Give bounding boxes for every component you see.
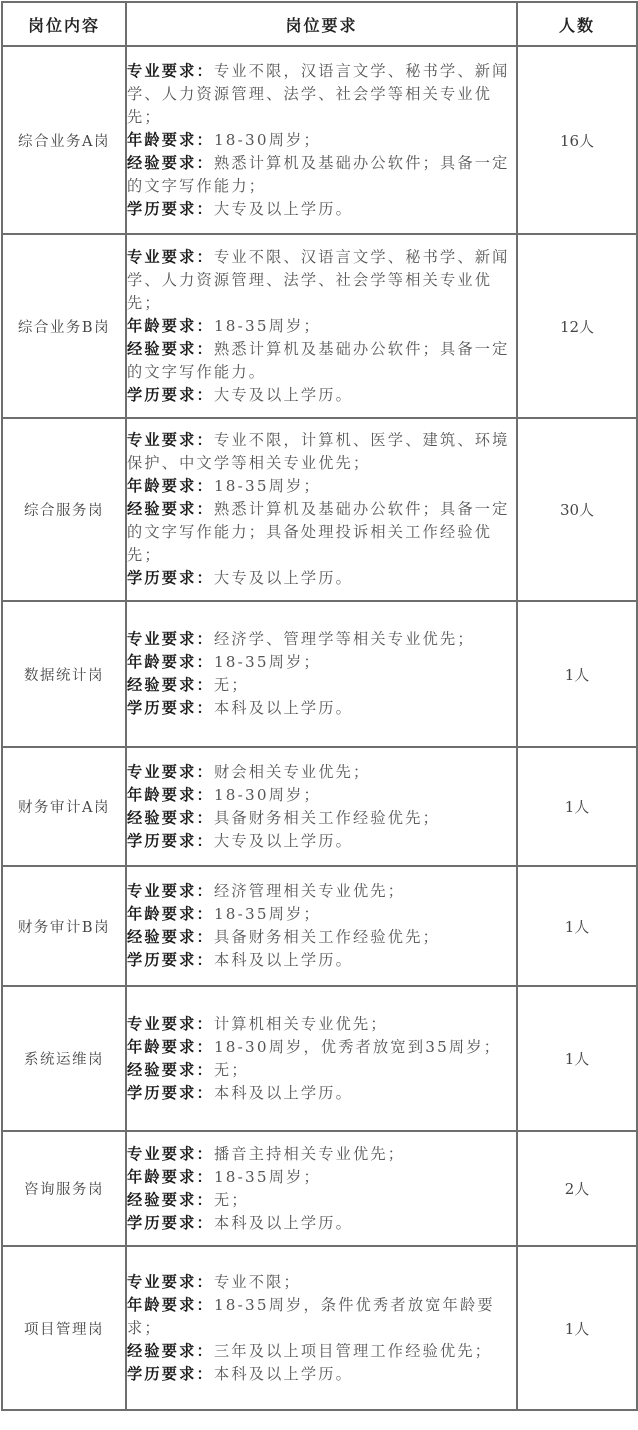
- age-label: 年龄要求：: [127, 316, 214, 335]
- age-label: 年龄要求：: [127, 1295, 214, 1314]
- experience-requirement: [127, 1340, 516, 1363]
- education-value: 大专及以上学历。: [213, 831, 354, 850]
- experience-requirement: [127, 498, 516, 567]
- experience-requirement: [127, 926, 516, 949]
- education-value: 本科及以上学历。: [213, 1364, 354, 1383]
- education-value: 大专及以上学历。: [213, 199, 354, 218]
- age-requirement: [127, 784, 516, 807]
- experience-requirement: [127, 1189, 516, 1212]
- major-label: 专业要求：: [127, 630, 214, 648]
- experience-value: 具备财务相关工作经验优先；: [213, 928, 440, 946]
- major-value: 经济管理相关专业优先；: [213, 882, 406, 900]
- experience-requirement: [127, 807, 516, 830]
- age-requirement: [127, 475, 516, 498]
- major-requirement: [127, 246, 516, 315]
- headcount: 1人: [517, 601, 637, 747]
- header-count: 人数: [517, 2, 637, 46]
- headcount: 1人: [517, 866, 637, 986]
- table-row: [2, 234, 637, 418]
- headcount: 1人: [517, 747, 637, 866]
- age-label: 年龄要求：: [127, 785, 214, 804]
- post-name: 咨询服务岗: [2, 1131, 126, 1246]
- experience-value: 熟悉计算机及基础办公软件；具备一定的文字写作能力；: [127, 153, 510, 195]
- age-requirement: [127, 129, 516, 152]
- major-value: 经济学、管理学等相关专业优先；: [213, 630, 475, 648]
- major-label: 专业要求：: [127, 431, 214, 449]
- education-value: 大专及以上学历。: [213, 385, 354, 404]
- age-value: 18-35周岁；: [213, 316, 321, 335]
- header-requirements: 岗位要求: [126, 2, 517, 46]
- major-value: 专业不限，计算机、医学、建筑、环境保护、中文学等相关专业优先；: [127, 431, 510, 472]
- experience-value: 三年及以上项目管理工作经验优先；: [213, 1341, 493, 1360]
- experience-requirement: [127, 152, 516, 198]
- table-row: [2, 601, 637, 747]
- major-value: 专业不限、汉语言文学、秘书学、新闻学、人力资源管理、法学、社会学等相关专业优先；: [127, 247, 510, 312]
- requirements-cell: [126, 234, 517, 418]
- headcount: 2人: [517, 1131, 637, 1246]
- age-label: 年龄要求：: [127, 653, 214, 671]
- age-value: 18-30周岁，优秀者放宽到35周岁；: [213, 1037, 502, 1056]
- major-label: 专业要求：: [127, 762, 214, 781]
- major-label: 专业要求：: [127, 1014, 214, 1033]
- experience-label: 经验要求：: [127, 500, 214, 518]
- post-name: 项目管理岗: [2, 1246, 126, 1410]
- education-requirement: [127, 567, 516, 590]
- education-label: 学历要求：: [127, 951, 214, 969]
- education-label: 学历要求：: [127, 199, 214, 218]
- experience-label: 经验要求：: [127, 928, 214, 946]
- job-requirements-table: [1, 1, 638, 1411]
- age-requirement: [127, 651, 516, 674]
- age-value: 18-35周岁；: [213, 653, 321, 671]
- age-label: 年龄要求：: [127, 905, 214, 923]
- requirements-cell: [126, 1131, 517, 1246]
- post-name: 财务审计B岗: [2, 866, 126, 986]
- table-row: [2, 46, 637, 234]
- headcount: 16人: [517, 46, 637, 234]
- education-label: 学历要求：: [127, 1364, 214, 1383]
- experience-value: 无；: [213, 1060, 249, 1079]
- age-requirement: [127, 315, 516, 338]
- age-value: 18-30周岁；: [213, 785, 321, 804]
- education-requirement: [127, 949, 516, 972]
- experience-value: 无；: [213, 676, 249, 694]
- major-requirement: [127, 429, 516, 475]
- education-value: 大专及以上学历。: [213, 569, 354, 587]
- age-requirement: [127, 1036, 516, 1059]
- age-requirement: [127, 903, 516, 926]
- experience-label: 经验要求：: [127, 676, 214, 694]
- age-value: 18-35周岁；: [213, 905, 321, 923]
- experience-requirement: [127, 1059, 516, 1082]
- post-name: 数据统计岗: [2, 601, 126, 747]
- experience-label: 经验要求：: [127, 1190, 214, 1209]
- requirements-cell: [126, 747, 517, 866]
- post-name: 综合服务岗: [2, 418, 126, 601]
- experience-label: 经验要求：: [127, 339, 214, 358]
- education-label: 学历要求：: [127, 1083, 214, 1102]
- major-requirement: [127, 1013, 516, 1036]
- education-requirement: [127, 384, 516, 407]
- experience-label: 经验要求：: [127, 1341, 214, 1360]
- major-requirement: [127, 60, 516, 129]
- table-row: [2, 1246, 637, 1410]
- education-requirement: [127, 697, 516, 720]
- table-row: [2, 418, 637, 601]
- post-name: 系统运维岗: [2, 986, 126, 1131]
- education-requirement: [127, 1082, 516, 1105]
- experience-label: 经验要求：: [127, 1060, 214, 1079]
- major-value: 播音主持相关专业优先；: [213, 1144, 406, 1163]
- education-label: 学历要求：: [127, 1213, 214, 1232]
- age-requirement: [127, 1294, 516, 1340]
- major-requirement: [127, 761, 516, 784]
- age-value: 18-30周岁；: [213, 130, 321, 149]
- age-value: 18-35周岁；: [213, 1167, 321, 1186]
- requirements-cell: [126, 46, 517, 234]
- post-name: 财务审计A岗: [2, 747, 126, 866]
- requirements-cell: [126, 418, 517, 601]
- experience-label: 经验要求：: [127, 808, 214, 827]
- education-requirement: [127, 830, 516, 853]
- experience-requirement: [127, 338, 516, 384]
- experience-label: 经验要求：: [127, 153, 214, 172]
- education-label: 学历要求：: [127, 569, 214, 587]
- age-value: 18-35周岁，条件优秀者放宽年龄要求；: [127, 1295, 495, 1337]
- major-label: 专业要求：: [127, 1144, 214, 1163]
- table-row: [2, 747, 637, 866]
- education-label: 学历要求：: [127, 385, 214, 404]
- post-name: 综合业务B岗: [2, 234, 126, 418]
- major-requirement: [127, 1143, 516, 1166]
- table-row: [2, 1131, 637, 1246]
- experience-value: 熟悉计算机及基础办公软件；具备一定的文字写作能力。: [127, 339, 510, 381]
- age-label: 年龄要求：: [127, 1037, 214, 1056]
- major-requirement: [127, 1271, 516, 1294]
- headcount: 1人: [517, 986, 637, 1131]
- major-label: 专业要求：: [127, 61, 214, 80]
- major-value: 财会相关专业优先；: [213, 762, 371, 781]
- experience-value: 具备财务相关工作经验优先；: [213, 808, 440, 827]
- education-value: 本科及以上学历。: [213, 1213, 354, 1232]
- headcount: 1人: [517, 1246, 637, 1410]
- requirements-cell: [126, 866, 517, 986]
- education-value: 本科及以上学历。: [213, 1083, 354, 1102]
- experience-value: 无；: [213, 1190, 249, 1209]
- requirements-cell: [126, 601, 517, 747]
- major-value: 计算机相关专业优先；: [213, 1014, 388, 1033]
- major-label: 专业要求：: [127, 247, 214, 266]
- education-requirement: [127, 1363, 516, 1386]
- education-label: 学历要求：: [127, 831, 214, 850]
- age-requirement: [127, 1166, 516, 1189]
- header-post: 岗位内容: [2, 2, 126, 46]
- post-name: 综合业务A岗: [2, 46, 126, 234]
- major-label: 专业要求：: [127, 882, 214, 900]
- table-row: [2, 986, 637, 1131]
- headcount: 30人: [517, 418, 637, 601]
- headcount: 12人: [517, 234, 637, 418]
- education-value: 本科及以上学历。: [213, 699, 354, 717]
- major-value: 专业不限；: [213, 1272, 301, 1291]
- experience-requirement: [127, 674, 516, 697]
- requirements-cell: [126, 986, 517, 1131]
- age-value: 18-35周岁；: [213, 477, 321, 495]
- education-value: 本科及以上学历。: [213, 951, 354, 969]
- age-label: 年龄要求：: [127, 130, 214, 149]
- header-row: [2, 2, 637, 46]
- requirements-cell: [126, 1246, 517, 1410]
- major-label: 专业要求：: [127, 1272, 214, 1291]
- education-requirement: [127, 198, 516, 221]
- age-label: 年龄要求：: [127, 477, 214, 495]
- major-value: 专业不限，汉语言文学、秘书学、新闻学、人力资源管理、法学、社会学等相关专业优先；: [127, 61, 510, 126]
- experience-value: 熟悉计算机及基础办公软件；具备一定的文字写作能力；具备处理投诉相关工作经验优先；: [127, 500, 510, 564]
- table-row: [2, 866, 637, 986]
- education-requirement: [127, 1212, 516, 1235]
- education-label: 学历要求：: [127, 699, 214, 717]
- age-label: 年龄要求：: [127, 1167, 214, 1186]
- major-requirement: [127, 628, 516, 651]
- major-requirement: [127, 880, 516, 903]
